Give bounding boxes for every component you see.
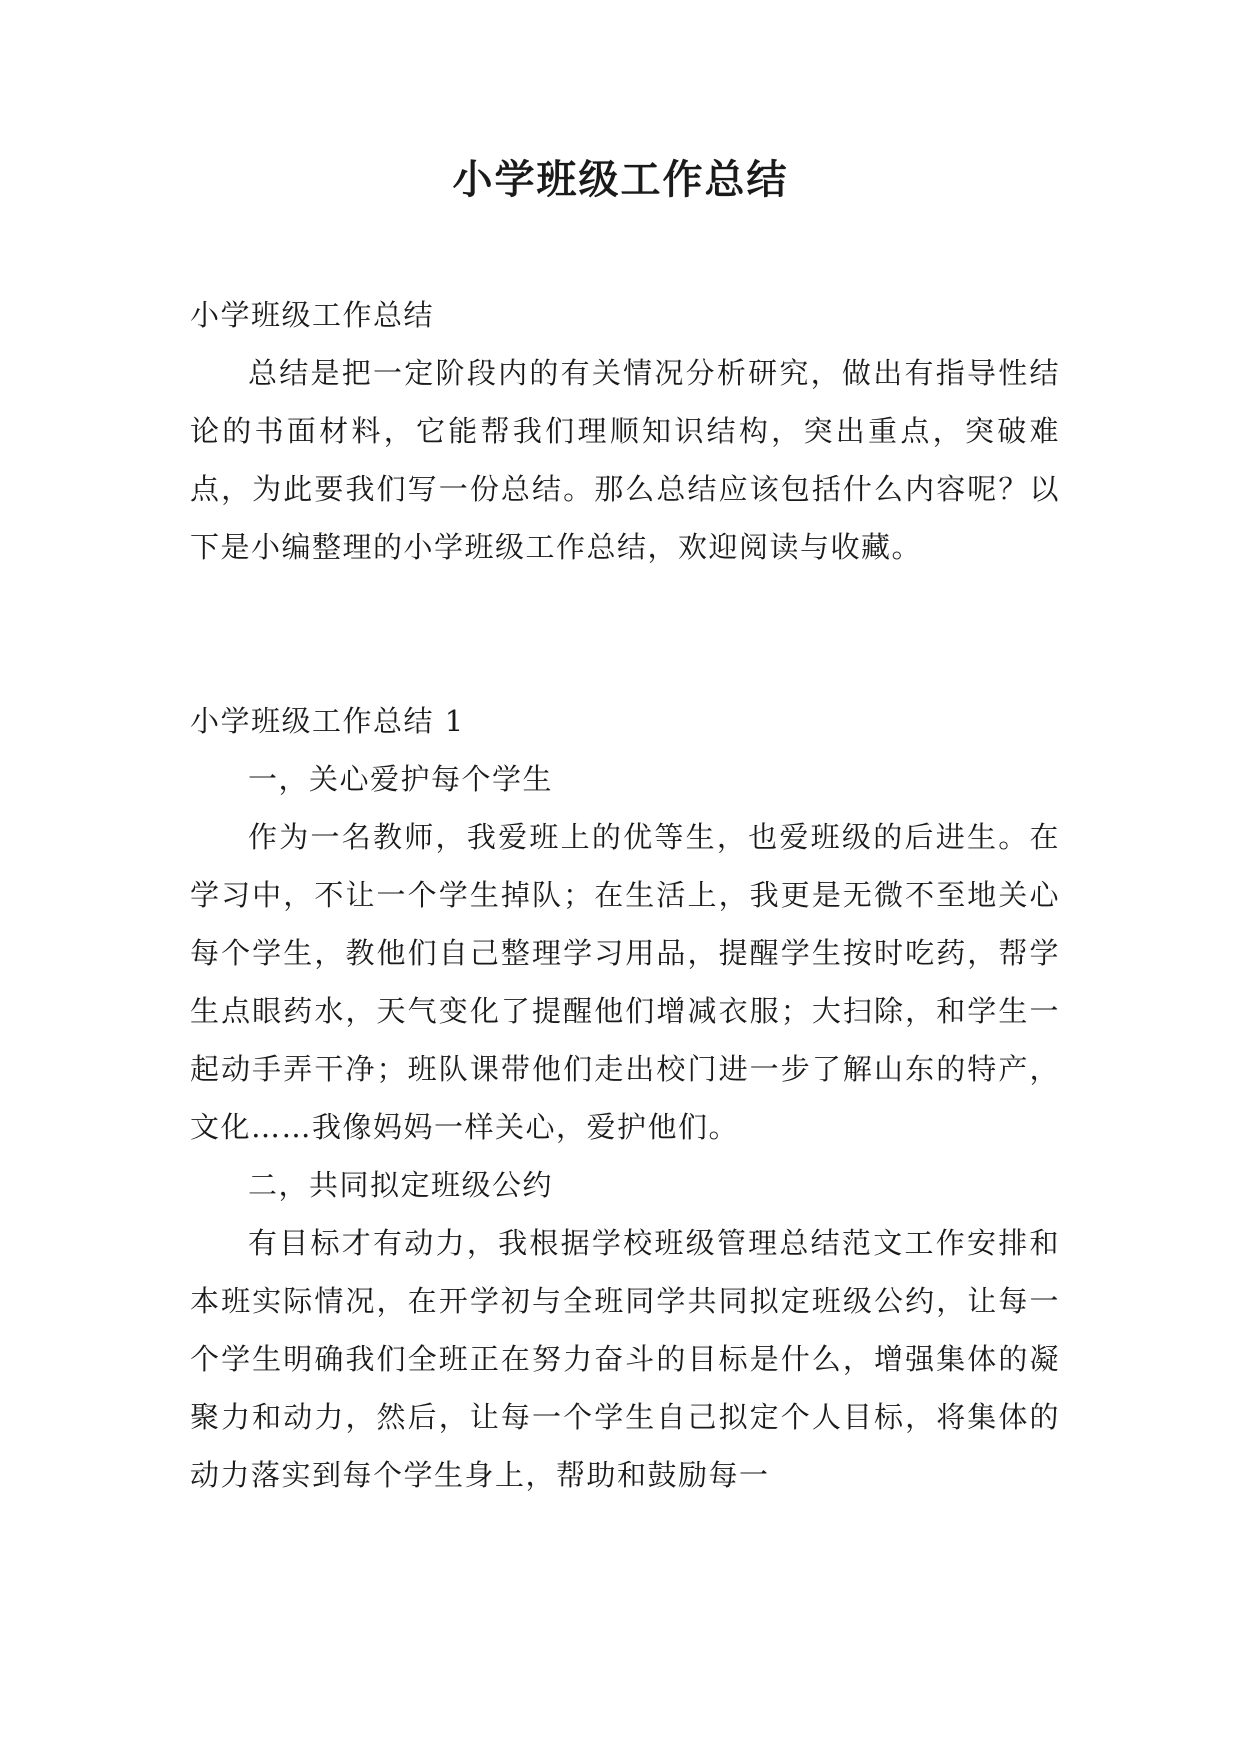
section-title: 小学班级工作总结 1 (190, 704, 465, 738)
point-paragraph: 作为一名教师，我爱班上的优等生，也爱班级的后进生。在学习中，不让一个学生掉队；在生活上，我更是无微不至地关心每个学生，教他们自己整理学习用品，提醒学生按时吃药，帮学生点眼药水，天气变化了提醒他们增减衣服；大扫除，和学生一起动手弄干净；班队课带他们走出校门进一步了解山东的特产，文化……我像妈妈一样关心，爱护他们。 (190, 820, 1060, 1144)
document-title: 小学班级工作总结 (452, 156, 789, 203)
point-heading: 二，共同拟定班级公约 (248, 1168, 554, 1202)
point-paragraph: 有目标才有动力，我根据学校班级管理总结范文工作安排和本班实际情况，在开学初与全班同学共同拟定班级公约，让每一个学生明确我们全班正在努力奋斗的目标是什么，增强集体的凝聚力和动力，然后，让每一个学生自己拟定个人目标，将集体的动力落实到每个学生身上，帮助和鼓励每一 (190, 1226, 1060, 1492)
document-subtitle: 小学班级工作总结 (190, 298, 435, 332)
document-body (190, 286, 1060, 1504)
point-heading: 一，关心爱护每个学生 (248, 762, 554, 796)
section-spacer (190, 576, 1060, 692)
intro-paragraph: 总结是把一定阶段内的有关情况分析研究，做出有指导性结论的书面材料，它能帮我们理顺知识结构，突出重点，突破难点，为此要我们写一份总结。那么总结应该包括什么内容呢？以下是小编整理的小学班级工作总结，欢迎阅读与收藏。 (190, 356, 1060, 564)
